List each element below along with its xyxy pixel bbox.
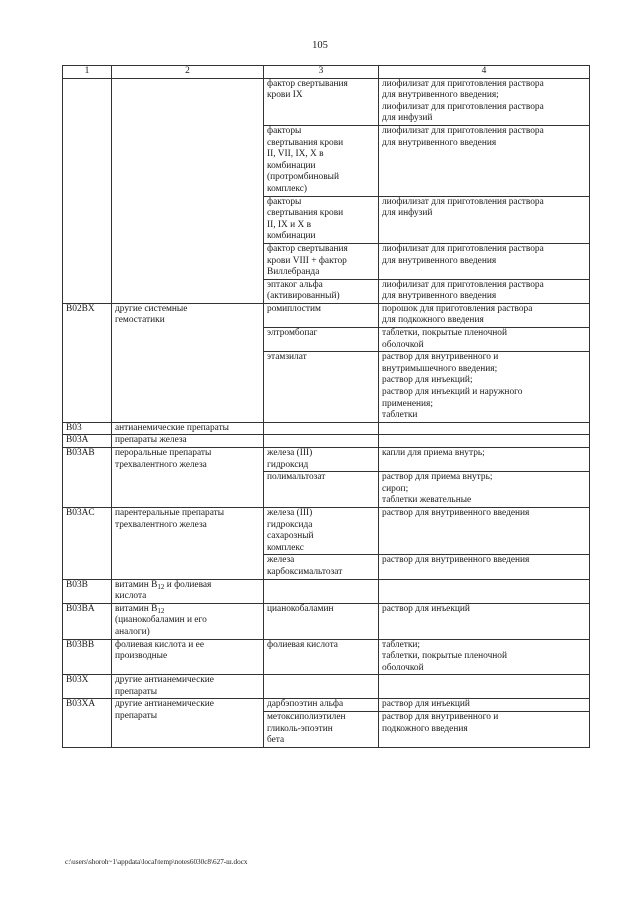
substance-cell: фактор свертывания крови VIII + фактор Виллебранда: [264, 243, 379, 279]
group-name-cell: антианемические препараты: [112, 422, 264, 435]
dosage-form-cell: раствор для внутривенного введения: [379, 555, 590, 579]
substance-cell: железа карбоксимальтозат: [264, 555, 379, 579]
substance-cell: полимальтозат: [264, 472, 379, 508]
atc-code-cell: B03: [63, 422, 112, 435]
substance-cell: железа (III) гидроксида сахарозный комплекс: [264, 507, 379, 554]
atc-code-cell: B03BA: [63, 603, 112, 639]
atc-code-cell: B03AC: [63, 507, 112, 579]
atc-code-cell: B03A: [63, 435, 112, 448]
substance-cell: эптаког альфа (активированный): [264, 279, 379, 303]
column-number-row: [63, 66, 590, 79]
atc-code-cell: B03BB: [63, 639, 112, 675]
dosage-form-cell: лиофилизат для приготовления раствора для внутривенного введения; лиофилизат для приготовления раствора для инфузий: [379, 78, 590, 125]
substance-cell: факторы свертывания крови II, VII, IX, X в комбинации (протромбиновый комплекс): [264, 125, 379, 196]
substance-cell: [264, 675, 379, 699]
substance-cell: цианокобаламин: [264, 603, 379, 639]
substance-cell: дарбэпоэтин альфа: [264, 699, 379, 712]
substance-cell: метоксиполиэтилен гликоль-эпоэтин бета: [264, 712, 379, 748]
dosage-form-cell: раствор для внутривенного введения: [379, 507, 590, 554]
page-number: 105: [312, 40, 328, 51]
group-name-cell: фолиевая кислота и ее производные: [112, 639, 264, 675]
dosage-form-cell: [379, 579, 590, 603]
column-number-1: 1: [63, 66, 112, 79]
atc-code-cell: B03B: [63, 579, 112, 603]
dosage-form-cell: лиофилизат для приготовления раствора для внутривенного введения: [379, 125, 590, 196]
group-name-suffix: и фолиевая кислота: [115, 579, 212, 602]
substance-cell: ромиплостим: [264, 303, 379, 327]
column-number-2: 2: [112, 66, 264, 79]
dosage-form-cell: раствор для внутривенного и подкожного введения: [379, 712, 590, 748]
group-name-cell: другие антианемические препараты: [112, 675, 264, 699]
dosage-form-cell: раствор для инъекций: [379, 699, 590, 712]
group-name-cell: другие антианемические препараты: [112, 699, 264, 747]
dosage-form-cell: [379, 422, 590, 435]
table-row: [63, 78, 590, 125]
dosage-form-cell: [379, 675, 590, 699]
table-row: [63, 699, 590, 712]
drug-classification-table: [62, 65, 590, 748]
group-name-cell: пероральные препараты трехвалентного железа: [112, 448, 264, 508]
dosage-form-cell: раствор для приема внутрь; сироп; таблетки жевательные: [379, 472, 590, 508]
table-row: [63, 303, 590, 327]
substance-cell: элтромбопаг: [264, 328, 379, 352]
table-row: [63, 422, 590, 435]
dosage-form-cell: порошок для приготовления раствора для подкожного введения: [379, 303, 590, 327]
dosage-form-cell: таблетки; таблетки, покрытые пленочной оболочкой: [379, 639, 590, 675]
substance-cell: факторы свертывания крови II, IX и X в комбинации: [264, 196, 379, 243]
substance-cell: фолиевая кислота: [264, 639, 379, 675]
substance-cell: этамзилат: [264, 352, 379, 423]
substance-cell: железа (III) гидроксид: [264, 448, 379, 472]
dosage-form-cell: лиофилизат для приготовления раствора для внутривенного введения: [379, 243, 590, 279]
atc-code-cell: B03XA: [63, 699, 112, 747]
dosage-form-cell: раствор для внутривенного и внутримышечного введения; раствор для инъекций; раствор для инъекций и наружного применения; таблетки: [379, 352, 590, 423]
group-name-cell: парентеральные препараты трехвалентного железа: [112, 507, 264, 579]
substance-cell: [264, 579, 379, 603]
substance-cell: [264, 422, 379, 435]
group-name-prefix: витамин В: [115, 603, 158, 614]
group-name-subscript: 12: [157, 582, 165, 591]
dosage-form-cell: капли для приема внутрь;: [379, 448, 590, 472]
atc-code-cell: B02BX: [63, 303, 112, 422]
group-name-suffix: (цианокобаламин и его аналоги): [115, 615, 207, 637]
dosage-form-cell: лиофилизат для приготовления раствора для инфузий: [379, 196, 590, 243]
atc-code-cell: [63, 78, 112, 303]
group-name-cell: [112, 603, 264, 639]
table-row: [63, 579, 590, 603]
group-name-prefix: витамин В: [115, 579, 158, 590]
group-name-cell: препараты железа: [112, 435, 264, 448]
group-name-subscript: 12: [157, 606, 165, 615]
table-row: [63, 507, 590, 554]
dosage-form-cell: лиофилизат для приготовления раствора для внутривенного введения: [379, 279, 590, 303]
column-number-3: 3: [264, 66, 379, 79]
dosage-form-cell: таблетки, покрытые пленочной оболочкой: [379, 328, 590, 352]
group-name-cell: [112, 579, 264, 603]
atc-code-cell: B03X: [63, 675, 112, 699]
substance-cell: [264, 435, 379, 448]
group-name-cell: другие системные гемостатики: [112, 303, 264, 422]
table-row: [63, 639, 590, 675]
dosage-form-cell: [379, 435, 590, 448]
table-row: [63, 675, 590, 699]
table-row: [63, 448, 590, 472]
footer-file-path: c:\users\shoroh~1\appdata\local\temp\notes6030c8\627-ш.docx: [65, 858, 248, 866]
table-row: [63, 603, 590, 639]
dosage-form-cell: раствор для инъекций: [379, 603, 590, 639]
substance-cell: фактор свертывания крови IX: [264, 78, 379, 125]
column-number-4: 4: [379, 66, 590, 79]
group-name-cell: [112, 78, 264, 303]
table-row: [63, 435, 590, 448]
atc-code-cell: B03AB: [63, 448, 112, 508]
